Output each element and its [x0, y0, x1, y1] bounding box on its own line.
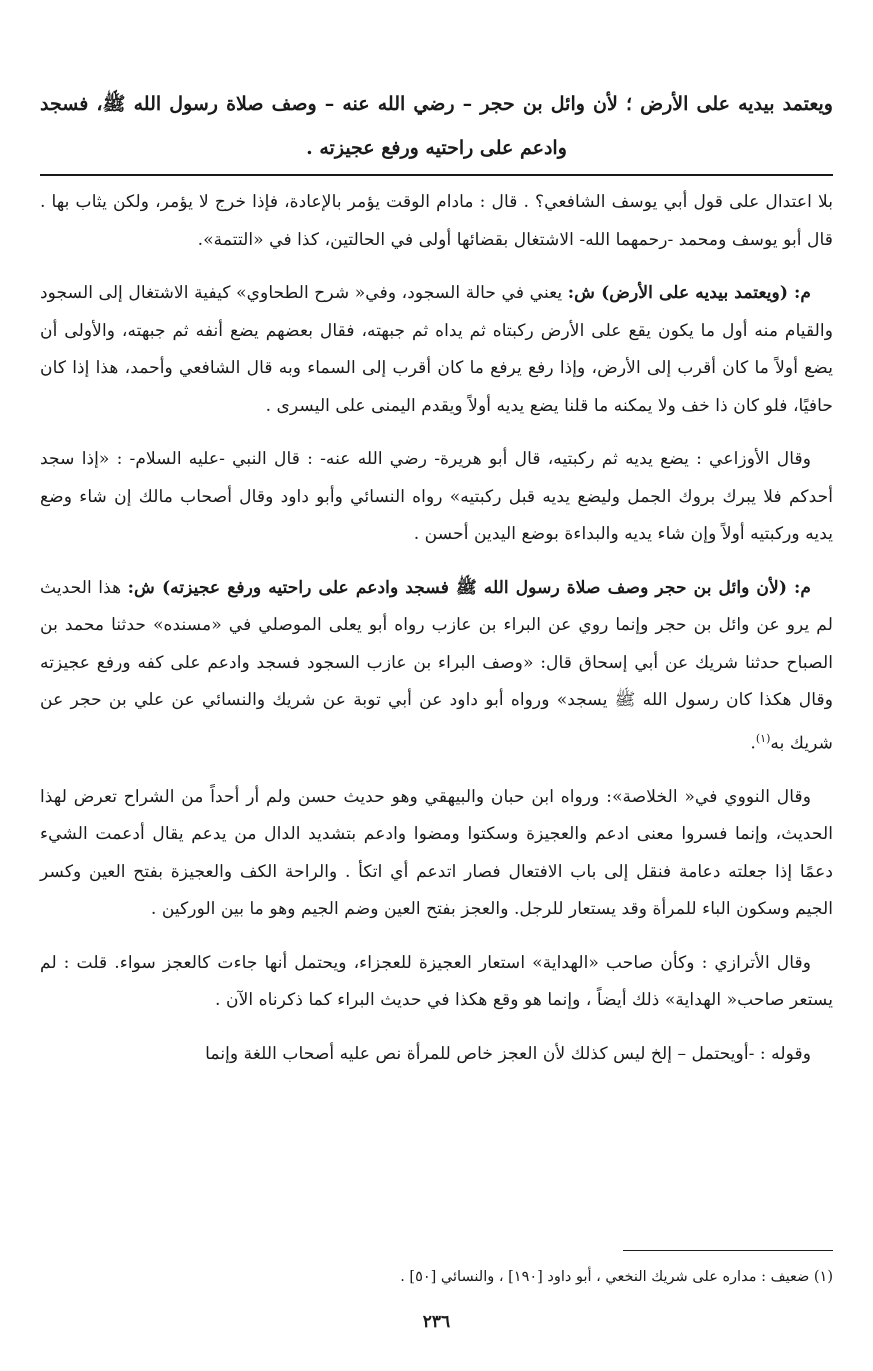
sharh-paragraph-5: وقال النووي في« الخلاصة»: ورواه ابن حبان والبيهقي وهو حديث حسن ولم أر أحداً من الشراح تعرض لهذا الحديث، وإنما فسروا معنى ادعم والعجيزة وسكتوا ومضوا وادعم بتشديد الدال من يدعم يقال أدعمت الشيء دعمًا إذا جعلته دعامة فنقل إلى باب الافتعال فصار اتدعم أي اتكأ . والراحة الكف والعجيزة بفتح العين وكسر الجيم وسكون الباء للمرأة وقد يستعار للرجل. والعجز بفتح العين وضم الجيم وهو ما بين الوركين . — [40, 786, 833, 920]
footnote: (١) ضعيف : مداره على شريك النخعي ، أبو داود [١٩٠] ، والنسائي [٥٠] . — [400, 1269, 833, 1285]
sharh-text-block — [40, 184, 833, 1089]
matn-paragraph: ويعتمد بيديه على الأرض ؛ لأن وائل بن حجر – رضي الله عنه – وصف صلاة رسول الله ﷺ، فسجد وادعم على راحتيه ورفع عجيزته . — [40, 93, 833, 159]
page — [40, 0, 833, 1371]
sharh-paragraph-6: وقال الأترازي : وكأن صاحب «الهداية» استعار العجيزة للعجزاء، ويحتمل أنها جاءت كالعجز سواء. قلت : لم يستعر صاحب« الهداية» ذلك أيضاً ، وإنما هو وقع هكذا في حديث البراء كما ذكرناه الآن . — [40, 952, 833, 1011]
sharh-paragraph-2 — [40, 275, 833, 425]
matn-separator-line — [40, 174, 833, 176]
sharh-paragraph-2-body: يعني في حالة السجود، وفي« شرح الطحاوي» كيفية الاشتغال إلى السجود والقيام منه أول ما يكون يقع على الأرض ركبتاه ثم يداه ثم جبهته، فقال بعضهم يضع أنفه ثم جبهته، والأولى أن يضع أولاً ما كان أقرب إلى الأرض، وإذا رفع يرفع ما كان أقرب إلى السماء وبه قال الشافعي وأحمد، هذا إذا كان حافيًا، فلو كان ذا خف ولا يمكنه ما قلنا يضع يديه أولاً ويقدم اليمنى على اليسرى . — [40, 283, 833, 416]
sharh-paragraph-4-body: هذا الحديث لم يرو عن وائل بن حجر وإنما روي عن البراء بن عازب رواه أبو يعلى الموصلي في «مسنده» حدثنا محمد بن الصباح حدثنا شريك عن أبي إسحاق قال: «وصف البراء بن عازب السجود فسجد وادعم على كفه ورفع عجيزته وقال هكذا كان رسول الله ﷺ يسجد» ورواه أبو داود عن أبي توبة عن شريك والنسائي عن علي بن حجر عن شريك به — [40, 577, 833, 754]
sharh-paragraph-7: وقوله : -أويحتمل – إلخ ليس كذلك لأن العجز خاص للمرأة نص عليه أصحاب اللغة وإنما — [205, 1043, 811, 1064]
sharh-paragraph-3: وقال الأوزاعي : يضع يديه ثم ركبتيه، قال أبو هريرة- رضي الله عنه- : قال النبي -عليه السلام- : «إذا سجد أحدكم فلا يبرك بروك الجمل وليضع يديه قبل ركبتيه» رواه النسائي وأبو داود وقال أصحاب مالك إن شاء وضع يديه وركبتيه أولاً وإن شاء يديه والبداءة بوضع اليدين أحسن . — [40, 449, 833, 544]
sharh-paragraph-1: بلا اعتدال على قول أبي يوسف الشافعي؟ . قال : مادام الوقت يؤمر بالإعادة، فإذا خرج لا يؤمر، ولكن يثاب بها . قال أبو يوسف ومحمد -رحمهما الله- الاشتغال بقضائها أولى في الحالتين، كذا في «التتمة». — [40, 192, 833, 250]
sharh-paragraph-4: م: (لأن وائل بن حجر وصف صلاة رسول الله ﷺ فسجد وادعم على راحتيه ورفع عجيزته) ش: هذا الحديث لم يرو عن وائل بن حجر وإنما روي عن البراء بن عازب رواه أبو يعلى الموصلي في «مسنده» حدثنا محمد بن الصباح حدثنا شريك عن أبي إسحاق قال: «وصف البراء بن عازب السجود فسجد وادعم على كفه ورفع عجيزته وقال هكذا كان رسول الله ﷺ يسجد» ورواه أبو داود عن أبي توبة عن شريك والنسائي عن علي بن حجر عن شريك به$^{(١)}$. — [40, 577, 833, 754]
matn-text-block — [40, 82, 833, 170]
sharh-paragraph-4-lead: م: (لأن وائل بن حجر وصف صلاة رسول الله ﷺ فسجد وادعم على راحتيه ورفع عجيزته) ش: — [127, 577, 811, 598]
page-number: ٢٣٦ — [422, 1312, 451, 1332]
footnote-reference: (١) — [755, 731, 771, 745]
sharh-paragraph-2-lead: م: (ويعتمد بيديه على الأرض) ش: — [567, 283, 811, 303]
footnote-separator-line — [623, 1250, 833, 1251]
